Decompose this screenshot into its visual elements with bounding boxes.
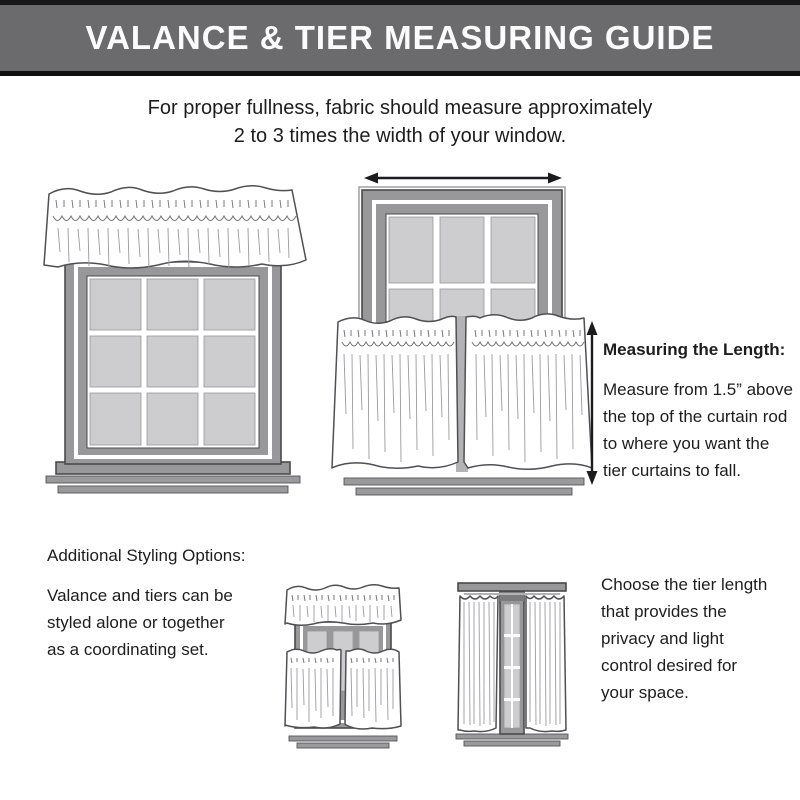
tier-window-illustration [330, 164, 602, 505]
tier-curtain-right [464, 314, 592, 469]
valance-tier-set-illustration [283, 578, 403, 755]
valance-window-illustration [40, 170, 310, 505]
rod-shadow [464, 593, 560, 595]
measuring-line-4: tier curtains to fall. [603, 461, 741, 480]
panel-left [458, 596, 498, 732]
styling-line-1: Valance and tiers can be [47, 586, 233, 605]
width-measure-arrow [364, 173, 562, 184]
window-frame [500, 592, 524, 734]
tip-line-1: Choose the tier length [601, 575, 768, 594]
measuring-length-heading: Measuring the Length: [603, 340, 786, 359]
styling-line-2: styled alone or together [47, 613, 225, 632]
intro-line-1: For proper fullness, fabric should measure approximately [147, 97, 653, 119]
tip-line-4: control desired for [601, 656, 738, 675]
styling-options-text [47, 542, 282, 663]
styling-line-3: as a coordinating set. [47, 640, 209, 659]
styling-options-heading: Additional Styling Options: [47, 546, 246, 565]
window-panes [90, 279, 255, 445]
tip-line-5: your space. [601, 683, 689, 702]
panel-window-illustration [452, 580, 572, 757]
measuring-line-1: Measure from 1.5” above [603, 380, 793, 399]
tip-line-3: privacy and light [601, 629, 724, 648]
window-frame [46, 254, 300, 493]
intro-text [0, 94, 800, 150]
measuring-length-text [603, 336, 798, 484]
curtain-rod [458, 583, 566, 591]
page-title: VALANCE & TIER MEASURING GUIDE [85, 19, 715, 56]
tier-curtain-left [332, 316, 458, 468]
valance [44, 186, 306, 272]
intro-line-2: 2 to 3 times the width of your window. [233, 125, 567, 147]
title-banner [0, 5, 800, 76]
panel-right [526, 596, 566, 732]
small-valance [285, 585, 401, 626]
measuring-line-3: to where you want the [603, 434, 770, 453]
measuring-line-2: the top of the curtain rod [603, 407, 788, 426]
small-tier-right [345, 649, 401, 729]
tier-length-tip-text [601, 571, 786, 706]
small-tier-left [285, 649, 341, 728]
tip-line-2: that provides the [601, 602, 727, 621]
